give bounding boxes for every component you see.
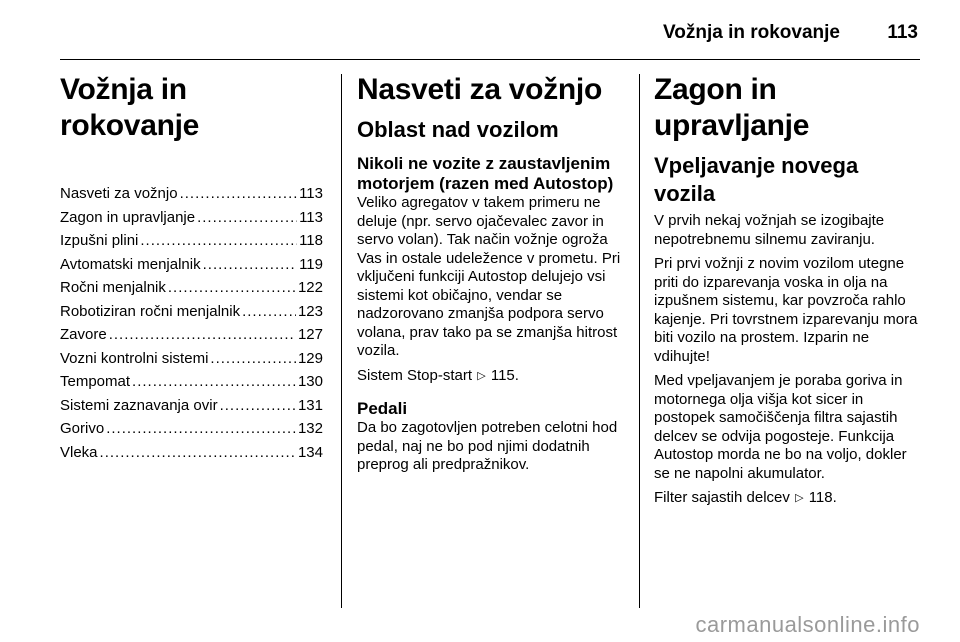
dot-leader <box>220 394 296 418</box>
dot-leader <box>210 347 296 371</box>
starting-operating-column <box>654 72 922 508</box>
page-reference-icon: ▷ <box>477 369 486 382</box>
running-title: Vožnja in rokovanje <box>662 22 840 43</box>
pedals-text: Da bo zagotovljen potreben celotni hod pedal, naj ne bo pod njimi dodatnih preprog ali predpražnikov. <box>357 419 618 473</box>
section-heading: Nasveti za vožnjo <box>357 73 602 106</box>
paragraph: Pri prvi vožnji z novim vozilom utegne priti do izparevanja voska in olja na izpušnem sistemu, kar povzroča rahlo kajenje. Pri tovrstnem izparevanju mora biti vozilo na prostem. Izparin ne vdihujte! <box>654 255 918 365</box>
chapter-heading: Vožnja in rokovanje <box>60 73 200 142</box>
paragraph: Med vpeljavanjem je poraba goriva in motornega olja višja kot sicer in postopek samočiščenja filtra sajastih delcev se odvija pogosteje. Funkcija Autostop morda ne bo na voljo, dokler se ne napolni akumulator. <box>654 372 907 482</box>
toc-entry-label: Vleka <box>60 443 98 461</box>
page-reference-icon: ▷ <box>795 492 804 504</box>
toc-entry-page: 123 <box>297 302 323 320</box>
section-heading: Zagon in upravljanje <box>654 73 810 142</box>
toc-entry-label: Robotiziran ročni menjalnik <box>60 302 241 320</box>
toc-entry[interactable] <box>60 300 323 324</box>
toc-entry-label: Vozni kontrolni sistemi <box>60 349 209 367</box>
toc-entry[interactable] <box>60 253 323 277</box>
toc-entry-label: Zagon in upravljanje <box>60 208 196 226</box>
table-of-contents <box>60 182 323 464</box>
dot-leader <box>203 253 297 277</box>
toc-entry-label: Nasveti za vožnjo <box>60 185 178 202</box>
driving-hints-column <box>357 72 622 475</box>
watermark: carmanualsonline.info <box>695 612 920 637</box>
toc-entry[interactable] <box>60 347 323 371</box>
header-rule <box>60 59 920 60</box>
toc-entry-page: 119 <box>299 255 323 273</box>
reference-page: 118. <box>808 489 837 506</box>
dot-leader <box>109 323 296 347</box>
dot-leader <box>242 300 296 324</box>
cross-reference[interactable] <box>357 367 622 386</box>
toc-entry[interactable] <box>60 441 323 465</box>
toc-entry-label: Izpušni plini <box>60 232 139 249</box>
toc-entry-label: Avtomatski menjalnik <box>60 255 201 273</box>
toc-entry[interactable] <box>60 394 323 418</box>
toc-entry[interactable] <box>60 417 323 441</box>
reference-page: 115. <box>490 366 519 384</box>
toc-entry-page: 122 <box>297 279 323 296</box>
subsection-heading: Vpeljavanje novega vozila <box>654 153 859 206</box>
subsection-heading: Oblast nad vozilom <box>357 117 559 142</box>
dot-leader <box>106 417 296 441</box>
toc-entry-page: 127 <box>297 326 323 343</box>
dot-leader <box>140 229 297 253</box>
toc-entry[interactable] <box>60 276 323 300</box>
dot-leader <box>180 182 298 206</box>
contents-column <box>60 72 323 464</box>
toc-entry-label: Tempomat <box>60 373 131 390</box>
dot-leader <box>132 370 296 394</box>
toc-entry-page: 113 <box>299 208 323 226</box>
toc-entry-page: 113 <box>299 185 323 202</box>
running-header <box>40 14 920 54</box>
dot-leader <box>168 276 296 300</box>
dot-leader <box>197 206 297 230</box>
pedals-heading: Pedali <box>357 399 408 418</box>
toc-entry[interactable] <box>60 323 323 347</box>
toc-entry-label: Zavore <box>60 326 107 343</box>
toc-entry[interactable] <box>60 182 323 206</box>
toc-entry-label: Sistemi zaznavanja ovir <box>60 396 218 414</box>
toc-entry-label: Gorivo <box>60 420 105 437</box>
toc-entry-page: 134 <box>297 443 323 461</box>
page-number: 113 <box>887 22 918 43</box>
cross-reference[interactable] <box>654 489 922 508</box>
warning-text: Veliko agregatov v takem primeru ne deluje (npr. servo ojačevalec zavor in servo volan). Tak način vožnje ogroža Vas in ostale udeležence v prometu. Pri vključeni funkciji Autostop delujejo vsi sistemi kot običajno, vendar se nadzorovano zmanjša podpora servo volana, prav tako pa se zmanjša hitrost vozila. <box>357 194 621 359</box>
toc-entry-page: 130 <box>297 373 323 390</box>
toc-entry[interactable] <box>60 206 323 230</box>
reference-label: Sistem Stop-start <box>357 366 473 384</box>
column-divider <box>639 74 640 608</box>
toc-entry-page: 129 <box>297 349 323 367</box>
column-divider <box>341 74 342 608</box>
toc-entry-page: 132 <box>297 420 323 437</box>
toc-entry[interactable] <box>60 229 323 253</box>
dot-leader <box>100 441 296 465</box>
toc-entry-page: 118 <box>299 232 323 249</box>
toc-entry-page: 131 <box>297 396 323 414</box>
paragraph: V prvih nekaj vožnjah se izogibajte nepotrebnemu silnemu zaviranju. <box>654 212 885 248</box>
toc-entry[interactable] <box>60 370 323 394</box>
reference-label: Filter sajastih delcev <box>654 489 790 506</box>
warning-heading: Nikoli ne vozite z zaustavljenim motorjem (razen med Autostop) <box>357 154 614 193</box>
toc-entry-label: Ročni menjalnik <box>60 279 166 296</box>
